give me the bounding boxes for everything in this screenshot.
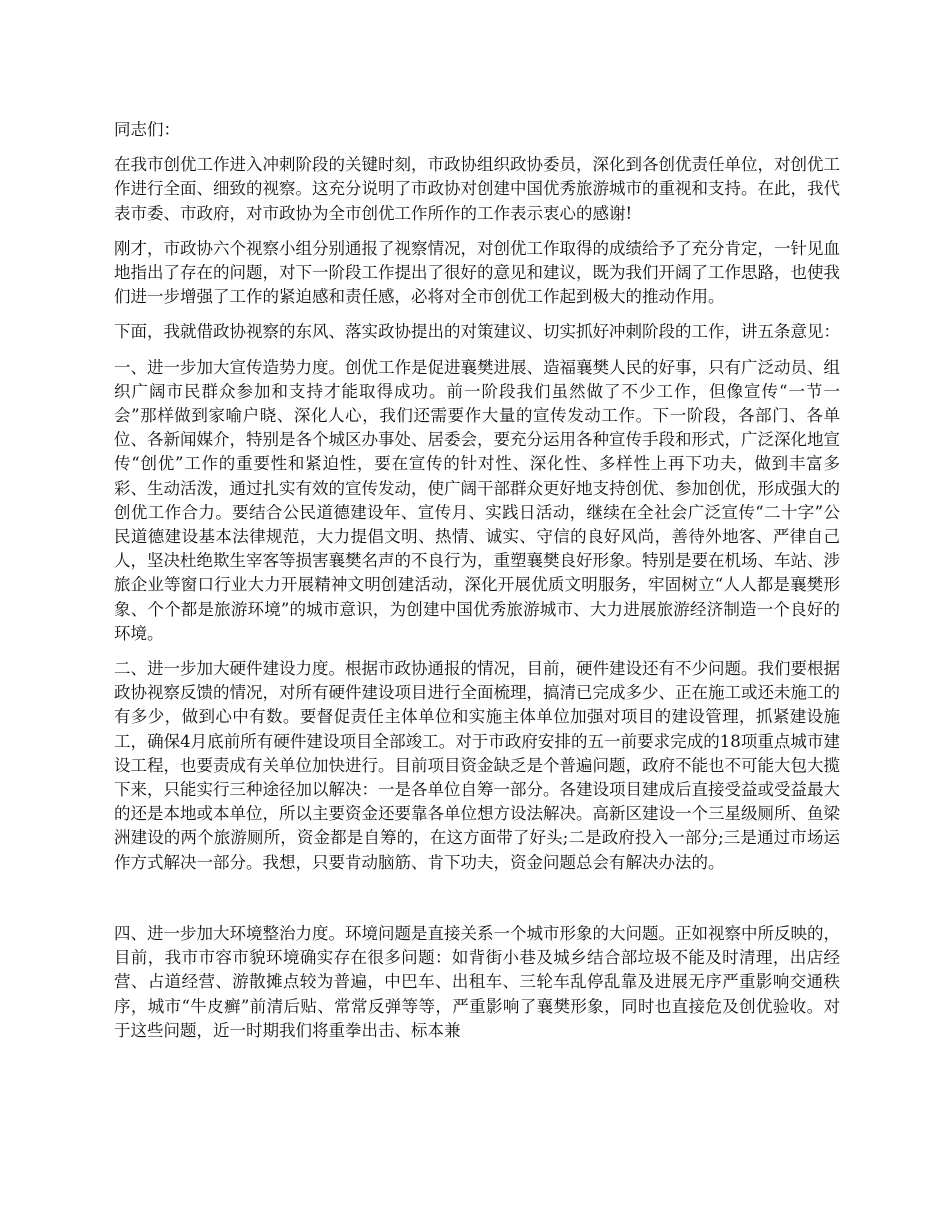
section-gap — [114, 886, 840, 922]
paragraph-point-two: 二、进一步加大硬件建设力度。根据市政协通报的情况，目前，硬件建设还有不少问题。我们要根据政协视察反馈的情况，对所有硬件建设项目进行全面梳理，搞清已完成多少、正在施工或还未施工的有多少，做到心中有数。要督促责任主体单位和实施主体单位加强对项目的建设管理，抓紧建设施工，确保4月底前所有硬件建设项目全部竣工。对于市政府安排的五一前要求完成的18项重点城市建设工程，也要责成有关单位加快进行。目前项目资金缺乏是个普遍问题，政府不能也不可能大包大揽下来，只能实行三种途径加以解决：一是各单位自筹一部分。各建设项目建成后直接受益或受益最大的还是本地或本单位，所以主要资金还要靠各单位想方设法解决。高新区建设一个三星级厕所、鱼梁洲建设的两个旅游厕所，资金都是自筹的，在这方面带了好头;二是政府投入一部分;三是通过市场运作方式解决一部分。我想，只要肯动脑筋、肯下功夫，资金问题总会有解决办法的。 — [114, 659, 840, 872]
paragraph-review: 刚才，市政协六个视察小组分别通报了视察情况，对创优工作取得的成绩给予了充分肯定，一针见血地指出了存在的问题，对下一阶段工作提出了很好的意见和建议，既为我们开阔了工作思路，也使我们进一步增强了工作的紧迫感和责任感，必将对全市创优工作起到极大的推动作用。 — [114, 238, 840, 307]
paragraph-point-one: 一、进一步加大宣传造势力度。创优工作是促进襄樊进展、造福襄樊人民的好事，只有广泛动员、组织广阔市民群众参加和支持才能取得成功。前一阶段我们虽然做了不少工作，但像宣传“一节一会”那样做到家喻户晓、深化人心，我们还需要作大量的宣传发动工作。下一阶段，各部门、各单位、各新闻媒介，特别是各个城区办事处、居委会，要充分运用各种宣传手段和形式，广泛深化地宣传“创优”工作的重要性和紧迫性，要在宣传的针对性、深化性、多样性上再下功夫，做到丰富多彩、生动活泼，通过扎实有效的宣传发动，使广阔干部群众更好地支持创优、参加创优，形成强大的创优工作合力。要结合公民道德建设年、宣传月、实践日活动，继续在全社会广泛宣传“二十字”公民道德建设基本法律规范，大力提倡文明、热情、诚实、守信的良好风尚，善待外地客、严律自己人，坚决杜绝欺生宰客等损害襄樊名声的不良行为，重塑襄樊良好形象。特别是要在机场、车站、涉旅企业等窗口行业大力开展精神文明创建活动，深化开展优质文明服务，牢固树立“人人都是襄樊形象、个个都是旅游环境”的城市意识，为创建中国优秀旅游城市、大力进展旅游经济制造一个良好的环境。 — [114, 357, 840, 643]
paragraph-intro: 下面，我就借政协视察的东风、落实政协提出的对策建议、切实抓好冲刺阶段的工作，讲五条意见： — [114, 322, 840, 342]
document-body — [114, 118, 840, 1054]
paragraph-point-four: 四、进一步加大环境整治力度。环境问题是直接关系一个城市形象的大问题。正如视察中所反映的，目前，我市市容市貌环境确实存在很多问题：如背街小巷及城乡结合部垃圾不能及时清理，出店经营、占道经营、游散摊点较为普遍，中巴车、出租车、三轮车乱停乱靠及进展无序严重影响交通秩序，城市“牛皮癣”前清后贴、常常反弹等等，严重影响了襄樊形象，同时也直接危及创优验收。对于这些问题，近一时期我们将重拳出击、标本兼 — [114, 923, 840, 1040]
salutation: 同志们： — [114, 120, 180, 139]
paragraph-opening: 在我市创优工作进入冲刺阶段的关键时刻，市政协组织政协委员，深化到各创优责任单位，对创优工作进行全面、细致的视察。这充分说明了市政协对创建中国优秀旅游城市的重视和支持。在此，我代表市委、市政府，对市政协为全市创优工作所作的工作表示衷心的感谢! — [114, 155, 840, 223]
